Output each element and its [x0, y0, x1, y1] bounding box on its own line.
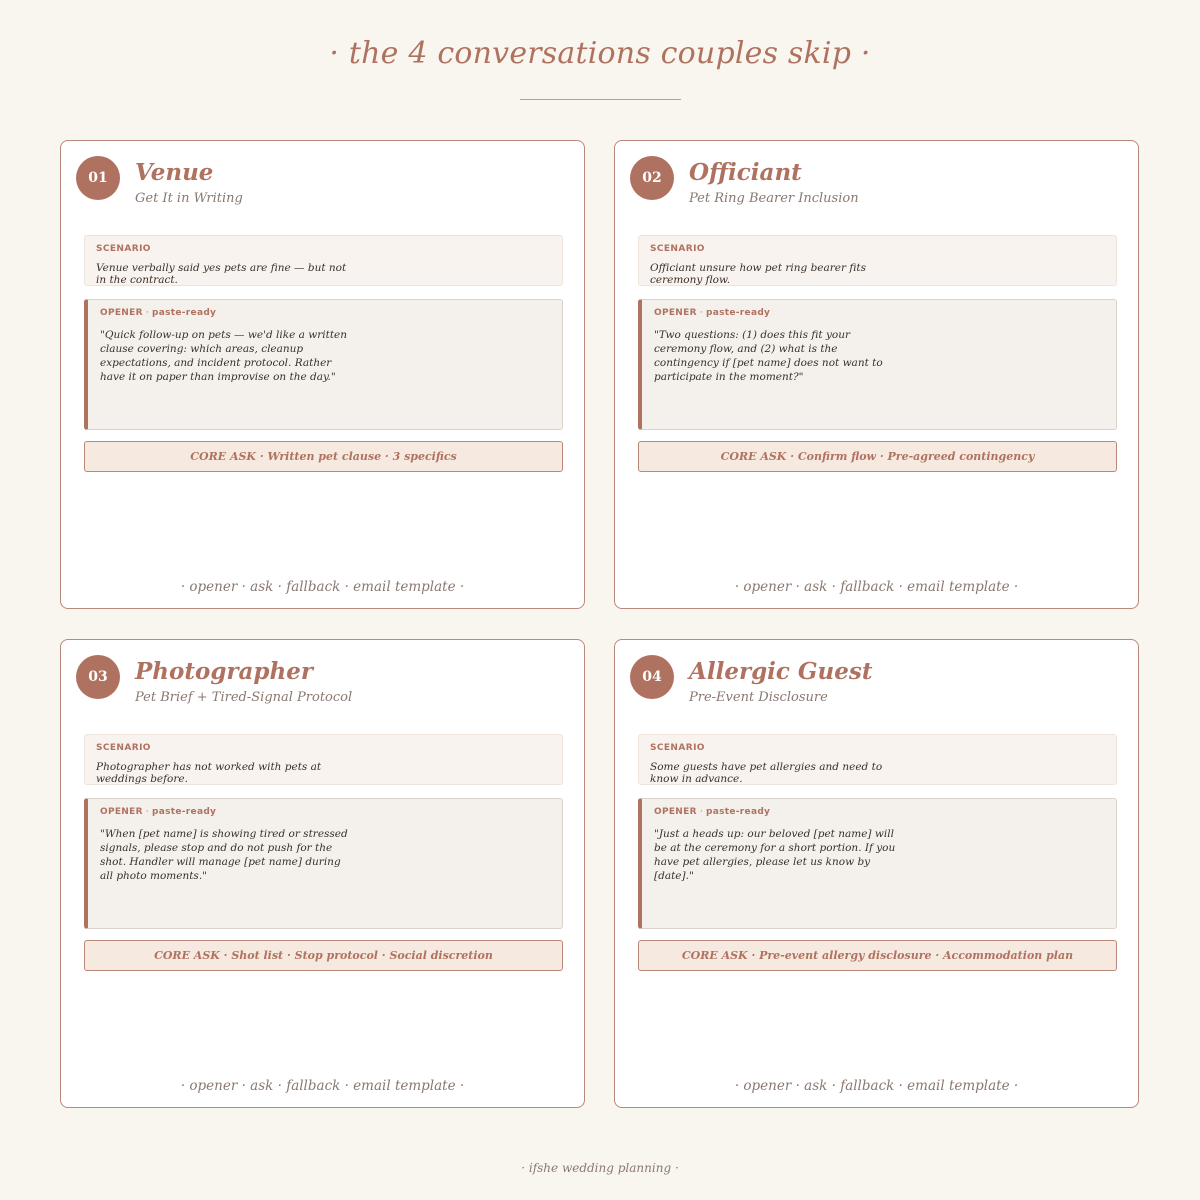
- card-subtitle: Get It in Writing: [135, 191, 243, 206]
- opener-label-row: [100, 807, 550, 817]
- opener-label: OPENER: [100, 807, 143, 817]
- core-ask-bar: CORE ASK · Confirm flow · Pre-agreed contingency: [638, 441, 1117, 472]
- opener-label-separator: ·: [699, 807, 703, 817]
- opener-label-separator: ·: [699, 308, 703, 318]
- scenario-text: Officiant unsure how pet ring bearer fits ceremony flow.: [650, 262, 866, 286]
- scenario-text: Some guests have pet allergies and need to know in advance.: [650, 761, 883, 785]
- opener-label: OPENER: [100, 308, 143, 318]
- opener-label-row: [654, 308, 1104, 318]
- card-footer: · opener · ask · fallback · email template ·: [734, 579, 1019, 595]
- title-divider: [520, 99, 681, 100]
- card-subtitle: Pet Ring Bearer Inclusion: [689, 191, 859, 206]
- opener-tag: paste-ready: [151, 308, 217, 318]
- card-number-badge: 01: [76, 156, 120, 200]
- opener-text: "Two questions: (1) does this fit your ceremony flow, and (2) what is the contingency if [pet name] does not want to participate in the moment?": [654, 329, 883, 383]
- scenario-label: SCENARIO: [650, 743, 705, 753]
- opener-text: "Quick follow-up on pets — we'd like a written clause covering: which areas, cleanup expectations, and incident protocol. Rather have it on paper than improvise on the day.": [100, 329, 348, 383]
- opener-label-separator: ·: [145, 308, 149, 318]
- core-ask-bar: CORE ASK · Pre-event allergy disclosure · Accommodation plan: [638, 940, 1117, 971]
- scenario-text: Photographer has not worked with pets at weddings before.: [96, 761, 322, 785]
- card-footer: · opener · ask · fallback · email template ·: [734, 1078, 1019, 1094]
- scenario-label: SCENARIO: [96, 743, 151, 753]
- opener-box: [84, 798, 563, 929]
- core-ask-bar: CORE ASK · Written pet clause · 3 specifics: [84, 441, 563, 472]
- conversation-card-venue: [60, 140, 585, 609]
- scenario-box: [638, 235, 1117, 286]
- scenario-label: SCENARIO: [650, 244, 705, 254]
- opener-tag: paste-ready: [151, 807, 217, 817]
- brand-footer: · ifshe wedding planning ·: [521, 1161, 679, 1175]
- card-number-badge: 02: [630, 156, 674, 200]
- card-title: Allergic Guest: [689, 658, 873, 685]
- opener-box: [638, 798, 1117, 929]
- card-title: Photographer: [135, 658, 313, 685]
- card-subtitle: Pet Brief + Tired-Signal Protocol: [135, 690, 353, 705]
- card-number-badge: 03: [76, 655, 120, 699]
- scenario-box: [84, 734, 563, 785]
- opener-box: [638, 299, 1117, 430]
- card-title: Venue: [135, 159, 214, 186]
- card-footer: · opener · ask · fallback · email template ·: [180, 579, 465, 595]
- conversation-card-allergic-guest: [614, 639, 1139, 1108]
- card-title: Officiant: [689, 159, 802, 186]
- opener-text: "When [pet name] is showing tired or stressed signals, please stop and do not push for the shot. Handler will manage [pet name] during all photo moments.": [100, 828, 348, 882]
- card-footer: · opener · ask · fallback · email template ·: [180, 1078, 465, 1094]
- opener-box: [84, 299, 563, 430]
- core-ask-bar: CORE ASK · Shot list · Stop protocol · Social discretion: [84, 940, 563, 971]
- opener-label-separator: ·: [145, 807, 149, 817]
- card-subtitle: Pre-Event Disclosure: [689, 690, 828, 705]
- conversation-card-officiant: [614, 140, 1139, 609]
- opener-label-row: [654, 807, 1104, 817]
- scenario-box: [638, 734, 1117, 785]
- opener-text: "Just a heads up: our beloved [pet name] will be at the ceremony for a short portion. If you have pet allergies, please let us know by [date].": [654, 828, 896, 882]
- scenario-label: SCENARIO: [96, 244, 151, 254]
- scenario-box: [84, 235, 563, 286]
- card-number-badge: 04: [630, 655, 674, 699]
- opener-label: OPENER: [654, 807, 697, 817]
- page-title: · the 4 conversations couples skip ·: [329, 36, 871, 71]
- scenario-text: Venue verbally said yes pets are fine — but not in the contract.: [96, 262, 347, 286]
- opener-tag: paste-ready: [705, 807, 771, 817]
- opener-label-row: [100, 308, 550, 318]
- opener-tag: paste-ready: [705, 308, 771, 318]
- conversation-card-photographer: [60, 639, 585, 1108]
- opener-label: OPENER: [654, 308, 697, 318]
